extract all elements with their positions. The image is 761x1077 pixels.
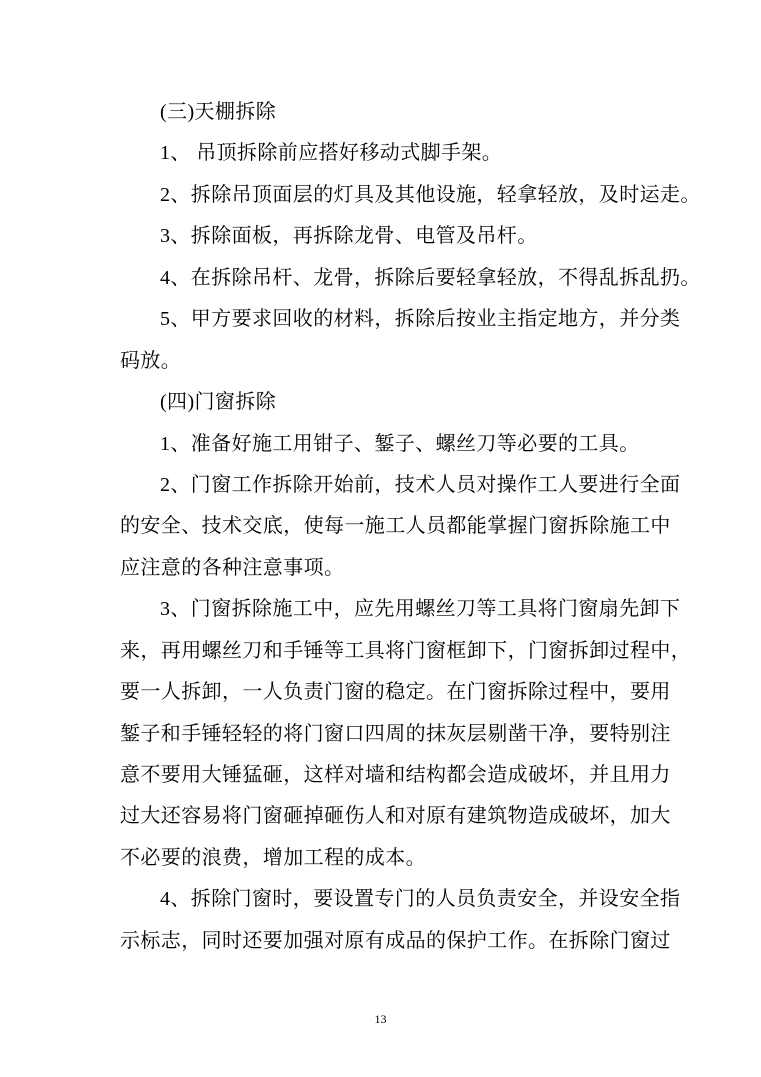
text-line: 1、 吊顶拆除前应搭好移动式脚手架。 — [160, 142, 503, 165]
text-line: 意不要用大锤猛砸，这样对墙和结构都会造成破坏，并且用力 — [120, 764, 671, 786]
text-line: 不必要的浪费，增加工程的成本。 — [120, 846, 426, 869]
text-line: 2、拆除吊顶面层的灯具及其他设施，轻拿轻放，及时运走。 — [160, 183, 701, 206]
text-line: 錾子和手锤轻轻的将门窗口四周的抹灰层剔凿干净，要特别注 — [120, 722, 671, 745]
text-line: 要一人拆卸，一人负责门窗的稳定。在门窗拆除过程中，要用 — [120, 681, 671, 704]
text-line: 示标志，同时还要加强对原有成品的保护工作。在拆除门窗过 — [120, 929, 671, 952]
text-line: 应注意的各种注意事项。 — [120, 556, 345, 579]
text-line: (四)门窗拆除 — [160, 391, 277, 414]
text-line: 的安全、技术交底，使每一施工人员都能掌握门窗拆除施工中 — [120, 515, 671, 538]
text-line: 3、拆除面板，再拆除龙骨、电管及吊杆。 — [160, 225, 538, 248]
text-line: 1、准备好施工用钳子、錾子、螺丝刀等必要的工具。 — [160, 432, 640, 455]
text-line: 4、拆除门窗时，要设置专门的人员负责安全，并设安全指 — [160, 888, 681, 911]
text-line: 5、甲方要求回收的材料，拆除后按业主指定地方，并分类 — [160, 308, 681, 331]
text-line: 来，再用螺丝刀和手锤等工具将门窗框卸下，门窗拆卸过程中， — [120, 639, 692, 662]
text-line: 码放。 — [120, 349, 182, 372]
text-line: 过大还容易将门窗砸掉砸伤人和对原有建筑物造成破坏，加大 — [120, 805, 671, 828]
text-line: 4、在拆除吊杆、龙骨，拆除后要轻拿轻放，不得乱拆乱扔。 — [160, 266, 701, 289]
document-body — [120, 92, 701, 962]
page-number: 13 — [374, 1012, 387, 1026]
text-line: (三)天棚拆除 — [160, 101, 277, 123]
text-line: 2、门窗工作拆除开始前，技术人员对操作工人要进行全面 — [160, 473, 681, 496]
text-line: 3、门窗拆除施工中，应先用螺丝刀等工具将门窗扇先卸下 — [160, 598, 681, 621]
